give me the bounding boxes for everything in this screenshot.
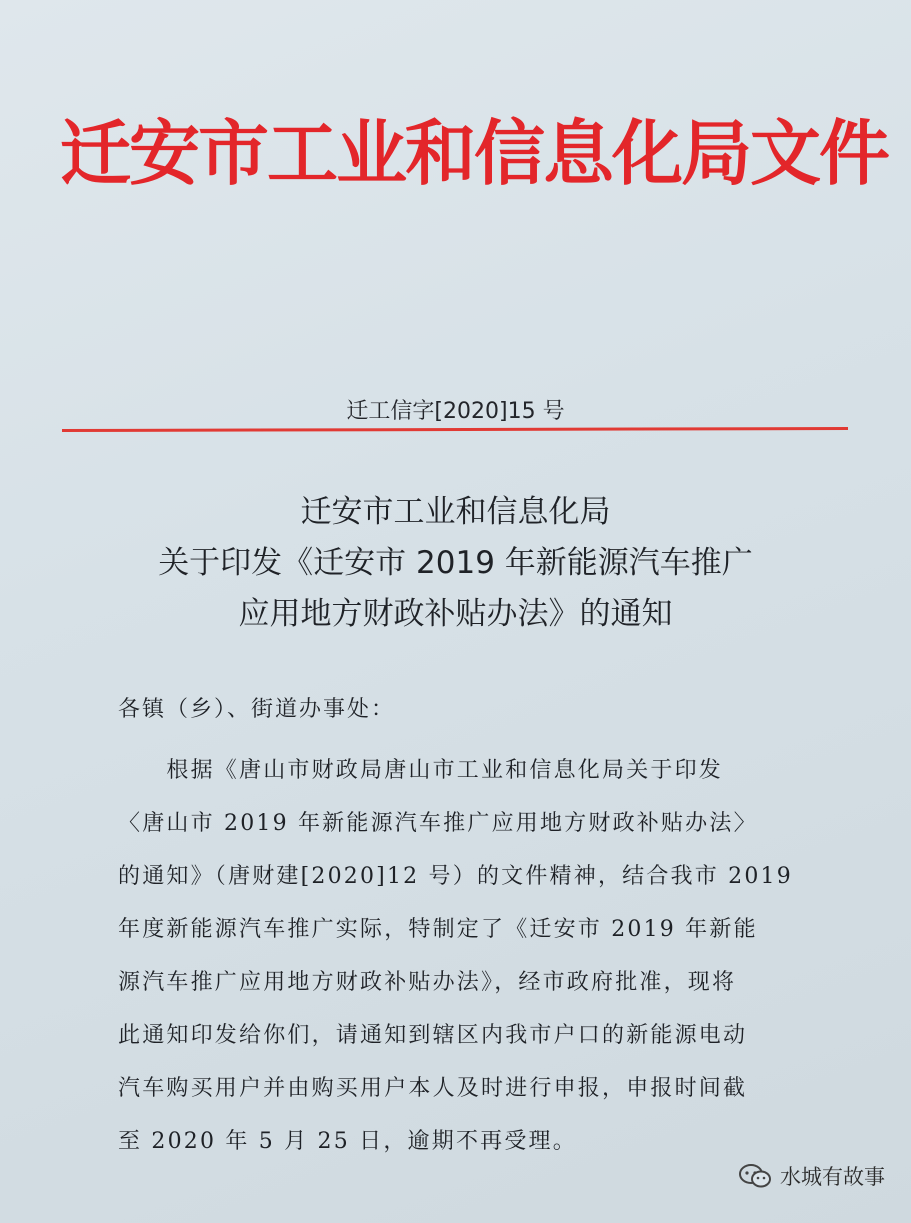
body-line: 汽车购买用户并由购买用户本人及时进行申报，申报时间截 <box>118 1076 748 1101</box>
notice-title-line-1: 迁安市工业和信息化局 <box>300 494 611 530</box>
red-divider-line <box>62 427 848 432</box>
notice-title-line-3: 应用地方财政补贴办法》的通知 <box>238 596 673 632</box>
body-line: 此通知印发给你们，请通知到辖区内我市户口的新能源电动 <box>118 1023 748 1048</box>
notice-title <box>0 487 911 640</box>
agency-header-title: 迁安市工业和信息化局文件 <box>60 111 889 195</box>
body-line: 的通知》（唐财建[2020]12 号）的文件精神，结合我市 2019 <box>118 864 793 889</box>
wechat-icon <box>738 1163 772 1189</box>
watermark-label: 水城有故事 <box>780 1165 885 1189</box>
salutation: 各镇（乡）、街道办事处： <box>118 697 396 722</box>
body-line: 年度新能源汽车推广实际，特制定了《迁安市 2019 年新能 <box>118 917 758 942</box>
body-line: 根据《唐山市财政局唐山市工业和信息化局关于印发 <box>118 758 724 783</box>
notice-title-line-2: 关于印发《迁安市 2019 年新能源汽车推广 <box>158 545 753 581</box>
document-number: 迁工信字[2020]15 号 <box>346 399 565 424</box>
body-line: 源汽车推广应用地方财政补贴办法》，经市政府批准，现将 <box>118 970 737 995</box>
watermark <box>738 1161 885 1191</box>
body-line: 〈唐山市 2019 年新能源汽车推广应用地方财政补贴办法〉 <box>118 811 758 836</box>
body-paragraph <box>118 744 798 1168</box>
body-line: 至 2020 年 5 月 25 日，逾期不再受理。 <box>118 1129 577 1154</box>
